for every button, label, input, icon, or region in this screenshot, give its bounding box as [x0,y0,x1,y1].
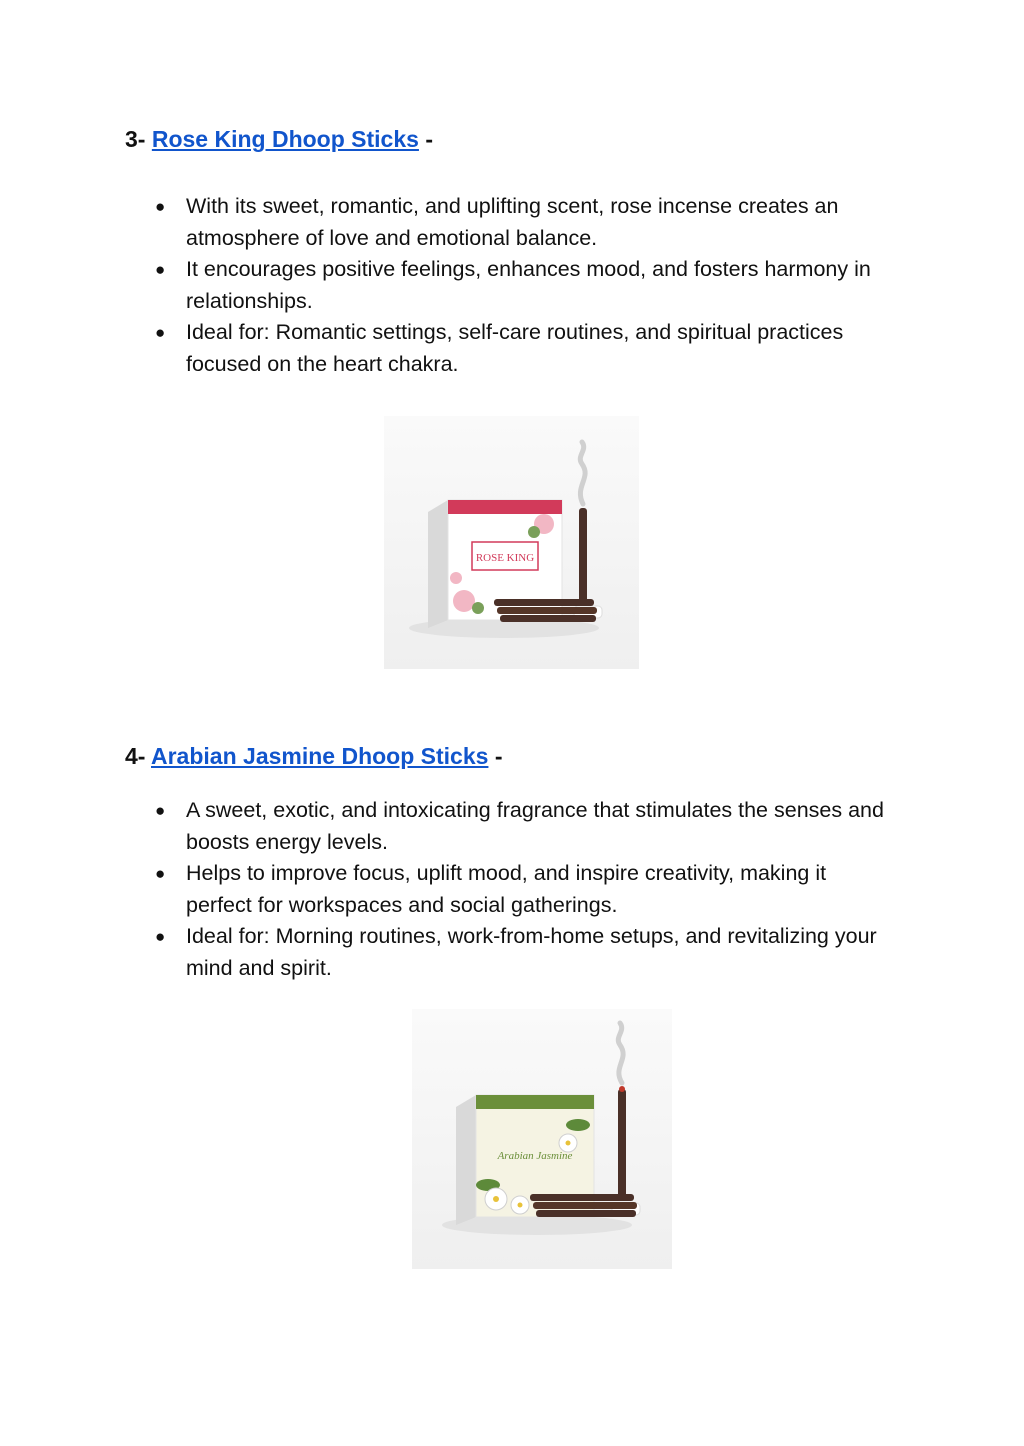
list-item [155,795,895,858]
bullet-icon: ● [155,864,166,883]
incense-box-illustration [384,416,639,669]
section-number: 4- [125,743,146,769]
box-label: ROSE KING [475,552,535,564]
list-item [155,254,895,317]
bullet-text: A sweet, exotic, and intoxicating fragrance that stimulates the senses and boosts energy levels. [186,798,884,854]
section-number: 3- [125,126,146,152]
list-item [155,191,895,254]
bullet-text: Ideal for: Morning routines, work-from-home setups, and revitalizing your mind and spirit. [186,924,877,980]
list-item [155,317,895,380]
section-heading [125,742,503,770]
bullet-icon: ● [155,927,166,946]
heading-suffix: - [494,743,503,769]
product-link-rose-king[interactable]: Rose King Dhoop Sticks [151,126,419,152]
bullet-text: Helps to improve focus, uplift mood, and inspire creativity, making it perfect for workspaces and social gatherings. [186,861,827,917]
incense-box-illustration [412,1009,672,1269]
bullet-icon: ● [155,323,166,342]
list-item [155,921,895,984]
bullet-text: It encourages positive feelings, enhances mood, and fosters harmony in relationships. [186,257,871,313]
bullet-list [155,191,895,380]
product-link-arabian-jasmine[interactable]: Arabian Jasmine Dhoop Sticks [151,743,489,769]
box-label: Arabian Jasmine [497,1150,573,1162]
product-image-arabian-jasmine [412,1009,672,1269]
bullet-text: With its sweet, romantic, and uplifting scent, rose incense creates an atmosphere of love and emotional balance. [186,194,839,250]
product-image-rose-king [384,416,639,669]
bullet-text: Ideal for: Romantic settings, self-care routines, and spiritual practices focused on the heart chakra. [186,320,844,376]
bullet-icon: ● [155,260,166,279]
bullet-list [155,795,895,984]
heading-suffix: - [425,126,433,152]
section-heading [125,125,433,153]
bullet-icon: ● [155,801,166,820]
bullet-icon: ● [155,197,166,216]
list-item [155,858,895,921]
